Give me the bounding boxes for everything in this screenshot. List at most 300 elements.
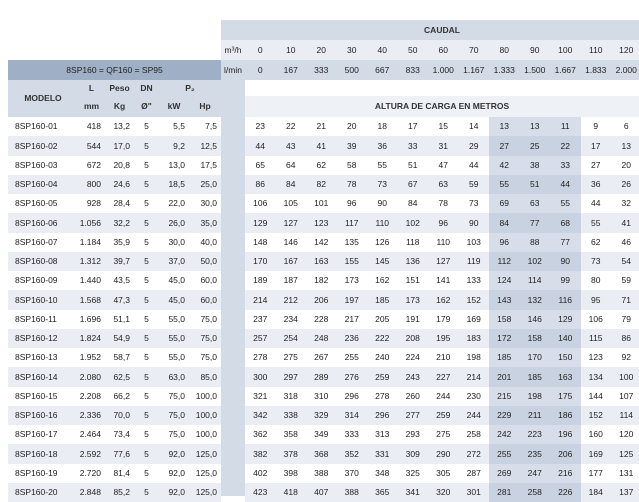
unit-lmin-label: l/min [224, 64, 242, 75]
head-value: 63 [438, 179, 448, 190]
length-value: 2.464 [79, 429, 101, 440]
model-name: 8SP160-03 [15, 159, 58, 170]
head-value: 127 [436, 256, 451, 267]
head-value: 269 [497, 467, 512, 478]
kw-value: 45,0 [168, 294, 185, 305]
length-value: 2.720 [79, 467, 101, 478]
head-value: 289 [314, 371, 329, 382]
length-value: 2.336 [79, 410, 101, 421]
head-value: 198 [466, 352, 481, 363]
head-value: 69 [499, 198, 509, 209]
head-value: 182 [314, 275, 329, 286]
head-value: 259 [375, 371, 390, 382]
head-value: 275 [436, 429, 451, 440]
head-value: 71 [621, 294, 631, 305]
flow-m3h-value: 60 [438, 44, 448, 55]
head-value: 248 [314, 333, 329, 344]
head-value: 84 [499, 217, 509, 228]
flow-m3h-value: 20 [316, 44, 326, 55]
head-value: 125 [619, 448, 634, 459]
head-value: 88 [530, 236, 540, 247]
head-value: 342 [253, 410, 268, 421]
head-value: 107 [619, 390, 634, 401]
head-value: 63 [530, 198, 540, 209]
hp-value: 85,0 [200, 371, 217, 382]
model-header: MODELO [24, 93, 62, 104]
hp-value: 60,0 [200, 294, 217, 305]
head-value: 170 [527, 352, 542, 363]
head-value: 106 [253, 198, 268, 209]
kw-value: 55,0 [168, 333, 185, 344]
head-value: 297 [283, 371, 298, 382]
hp-value: 125,0 [195, 487, 217, 498]
head-value: 146 [527, 313, 542, 324]
flow-m3h-value: 30 [347, 44, 357, 55]
head-value: 86 [255, 179, 265, 190]
head-value: 59 [621, 275, 631, 286]
head-value: 90 [377, 198, 387, 209]
head-value: 214 [253, 294, 268, 305]
length-value: 2.592 [79, 448, 101, 459]
hp-value: 75,0 [200, 333, 217, 344]
head-value: 114 [619, 410, 634, 421]
model-name: 8SP160-02 [15, 140, 58, 151]
hp-value: 100,0 [195, 410, 217, 421]
head-value: 90 [469, 217, 479, 228]
head-value: 54 [621, 256, 631, 267]
head-value: 183 [466, 333, 481, 344]
altura-title: ALTURA DE CARGA EN METROS [374, 101, 510, 112]
head-value: 184 [588, 487, 603, 498]
head-value: 155 [344, 256, 359, 267]
head-value: 175 [558, 390, 573, 401]
head-value: 185 [375, 294, 390, 305]
kw-value: 63,0 [168, 371, 185, 382]
flow-lmin-value: 2.000 [615, 64, 637, 75]
head-value: 186 [558, 410, 573, 421]
length-value: 1.440 [79, 275, 101, 286]
head-value: 162 [436, 294, 451, 305]
head-value: 167 [283, 256, 298, 267]
head-value: 187 [283, 275, 298, 286]
head-value: 398 [283, 467, 298, 478]
head-value: 15 [438, 121, 448, 132]
head-value: 276 [344, 371, 359, 382]
head-value: 58 [347, 159, 357, 170]
head-value: 23 [255, 121, 265, 132]
dn-value: 5 [144, 390, 149, 401]
weight-value: 35,9 [113, 236, 130, 247]
hp-value: 75,0 [200, 352, 217, 363]
unit-m3h-label: m³/h [224, 44, 242, 55]
head-value: 362 [253, 429, 268, 440]
head-value: 68 [560, 217, 570, 228]
head-value: 275 [283, 352, 298, 363]
weight-value: 13,2 [113, 121, 130, 132]
dn-value: 5 [144, 487, 149, 498]
head-value: 26 [621, 179, 631, 190]
dn-value: 5 [144, 313, 149, 324]
dn-value: 5 [144, 294, 149, 305]
head-value: 42 [499, 159, 509, 170]
dn-value: 5 [144, 410, 149, 421]
dn-value: 5 [144, 236, 149, 247]
flow-lmin-value: 1.500 [524, 64, 546, 75]
length-value: 418 [86, 121, 101, 132]
head-value: 152 [466, 294, 481, 305]
kw-value: 92,0 [168, 487, 185, 498]
head-value: 358 [283, 429, 298, 440]
head-value: 144 [588, 390, 603, 401]
head-value: 92 [621, 352, 631, 363]
dn-value: 5 [144, 179, 149, 190]
head-value: 33 [408, 140, 418, 151]
head-value: 423 [253, 487, 268, 498]
head-value: 258 [466, 429, 481, 440]
head-value: 333 [344, 429, 359, 440]
kw-value: 92,0 [168, 467, 185, 478]
head-value: 41 [316, 140, 326, 151]
head-value: 137 [619, 487, 634, 498]
head-value: 118 [405, 236, 420, 247]
model-name: 8SP160-19 [15, 467, 58, 478]
head-value: 407 [314, 487, 329, 498]
head-value: 281 [497, 487, 512, 498]
head-value: 11 [560, 121, 570, 132]
head-value: 388 [314, 467, 329, 478]
flow-lmin-value: 833 [405, 64, 420, 75]
head-value: 234 [283, 313, 298, 324]
head-value: 65 [255, 159, 265, 170]
flow-m3h-value: 100 [558, 44, 573, 55]
head-value: 36 [591, 179, 601, 190]
flow-m3h-value: 120 [619, 44, 634, 55]
length-value: 2.848 [79, 487, 101, 498]
head-value: 43 [286, 140, 296, 151]
head-value: 158 [527, 333, 542, 344]
dn-value: 5 [144, 121, 149, 132]
head-value: 341 [405, 487, 420, 498]
weight-value: 20,8 [113, 159, 130, 170]
head-value: 163 [558, 371, 573, 382]
flow-m3h-value: 80 [499, 44, 509, 55]
head-value: 14 [469, 121, 479, 132]
model-name: 8SP160-18 [15, 448, 58, 459]
model-name: 8SP160-06 [15, 217, 58, 228]
head-value: 33 [560, 159, 570, 170]
head-value: 55 [560, 198, 570, 209]
head-value: 135 [344, 236, 359, 247]
head-value: 20 [347, 121, 357, 132]
head-value: 103 [466, 236, 481, 247]
hp-value: 50,0 [200, 256, 217, 267]
head-value: 338 [283, 410, 298, 421]
head-value: 123 [314, 217, 329, 228]
head-value: 197 [344, 294, 359, 305]
head-value: 222 [375, 333, 390, 344]
head-value: 101 [314, 198, 329, 209]
kw-value: 18,5 [168, 179, 185, 190]
head-value: 73 [469, 198, 479, 209]
length-value: 544 [86, 140, 101, 151]
head-value: 226 [558, 487, 573, 498]
dn-value: 5 [144, 371, 149, 382]
head-value: 29 [469, 140, 479, 151]
head-value: 36 [377, 140, 387, 151]
spec-unit-dn: Ø" [141, 100, 152, 111]
head-value: 106 [588, 313, 603, 324]
head-value: 260 [405, 390, 420, 401]
hp-value: 60,0 [200, 275, 217, 286]
head-value: 214 [466, 371, 481, 382]
weight-value: 70,0 [113, 410, 130, 421]
equivalence-label: 8SP160 = QF160 = SP95 [66, 64, 163, 75]
head-value: 17 [591, 140, 601, 151]
flow-lmin-value: 1.667 [554, 64, 576, 75]
head-value: 13 [499, 121, 509, 132]
head-value: 39 [347, 140, 357, 151]
head-value: 185 [497, 352, 512, 363]
flow-lmin-value: 333 [314, 64, 329, 75]
head-value: 277 [405, 410, 420, 421]
length-value: 1.696 [79, 313, 101, 324]
head-value: 117 [344, 217, 359, 228]
weight-value: 47,3 [113, 294, 130, 305]
head-value: 129 [253, 217, 268, 228]
head-value: 17 [408, 121, 418, 132]
weight-value: 24,6 [113, 179, 130, 190]
head-value: 120 [619, 429, 634, 440]
caudal-title: CAUDAL [424, 24, 460, 35]
head-value: 131 [619, 467, 634, 478]
head-value: 9 [593, 121, 599, 132]
flow-m3h-value: 110 [588, 44, 603, 55]
head-value: 134 [588, 371, 603, 382]
head-value: 22 [560, 140, 570, 151]
head-value: 201 [497, 371, 512, 382]
head-value: 388 [344, 487, 359, 498]
head-value: 329 [314, 410, 329, 421]
head-value: 41 [621, 217, 631, 228]
head-value: 331 [375, 448, 390, 459]
model-name: 8SP160-20 [15, 487, 58, 498]
head-value: 46 [621, 236, 631, 247]
head-value: 126 [375, 236, 390, 247]
head-value: 230 [466, 390, 481, 401]
spec-unit-kg: Kg [113, 100, 126, 111]
head-value: 293 [405, 429, 420, 440]
model-name: 8SP160-12 [15, 333, 58, 344]
head-value: 78 [347, 179, 357, 190]
dn-value: 5 [144, 352, 149, 363]
length-value: 2.080 [79, 371, 101, 382]
head-value: 73 [377, 179, 387, 190]
head-value: 77 [560, 236, 570, 247]
head-value: 169 [466, 313, 481, 324]
hp-value: 7,5 [205, 121, 217, 132]
head-value: 309 [405, 448, 420, 459]
head-value: 195 [436, 333, 451, 344]
head-value: 272 [466, 448, 481, 459]
head-value: 258 [527, 487, 542, 498]
hp-value: 12,5 [200, 140, 217, 151]
head-value: 116 [558, 294, 573, 305]
head-value: 162 [375, 275, 390, 286]
weight-value: 77,6 [113, 448, 130, 459]
model-name: 8SP160-07 [15, 236, 58, 247]
weight-value: 54,9 [113, 333, 130, 344]
head-value: 179 [436, 313, 451, 324]
head-value: 196 [558, 429, 573, 440]
spec-unit-hp: Hp [199, 100, 211, 111]
kw-value: 92,0 [168, 448, 185, 459]
head-value: 110 [436, 236, 451, 247]
head-value: 212 [283, 294, 298, 305]
head-value: 170 [253, 256, 268, 267]
head-value: 177 [588, 467, 603, 478]
head-value: 133 [466, 275, 481, 286]
head-value: 102 [405, 217, 420, 228]
kw-value: 75,0 [168, 429, 185, 440]
head-value: 310 [314, 390, 329, 401]
head-value: 244 [436, 390, 451, 401]
head-value: 73 [591, 256, 601, 267]
head-value: 79 [621, 313, 631, 324]
head-value: 173 [344, 275, 359, 286]
head-value: 44 [591, 198, 601, 209]
kw-value: 22,0 [168, 198, 185, 209]
flow-lmin-value: 0 [257, 64, 263, 75]
hp-value: 35,0 [200, 217, 217, 228]
head-value: 13 [530, 121, 540, 132]
head-value: 320 [436, 487, 451, 498]
separator-strip [221, 80, 245, 496]
dn-value: 5 [144, 448, 149, 459]
spec-label-l: L [88, 83, 95, 94]
head-value: 150 [558, 352, 573, 363]
flow-m3h-value: 0 [257, 44, 263, 55]
head-value: 223 [527, 429, 542, 440]
kw-value: 55,0 [168, 313, 185, 324]
head-value: 55 [377, 159, 387, 170]
head-value: 243 [405, 371, 420, 382]
head-value: 105 [283, 198, 298, 209]
hp-value: 100,0 [195, 390, 217, 401]
spec-unit-kw: kW [167, 100, 181, 111]
head-value: 402 [253, 467, 268, 478]
head-value: 140 [558, 333, 573, 344]
head-value: 210 [436, 352, 451, 363]
head-value: 163 [314, 256, 329, 267]
head-value: 236 [344, 333, 359, 344]
kw-value: 37,0 [168, 256, 185, 267]
length-value: 1.824 [79, 333, 101, 344]
head-value: 229 [497, 410, 512, 421]
head-value: 136 [405, 256, 420, 267]
head-value: 305 [436, 467, 451, 478]
model-name: 8SP160-15 [15, 390, 58, 401]
weight-value: 58,7 [113, 352, 130, 363]
head-value: 278 [375, 390, 390, 401]
head-value: 215 [497, 390, 512, 401]
head-value: 143 [497, 294, 512, 305]
head-value: 206 [558, 448, 573, 459]
flow-m3h-value: 10 [286, 44, 296, 55]
length-value: 1.568 [79, 294, 101, 305]
model-name: 8SP160-09 [15, 275, 58, 286]
head-value: 86 [621, 333, 631, 344]
head-value: 100 [619, 371, 634, 382]
head-value: 44 [255, 140, 265, 151]
dn-value: 5 [144, 256, 149, 267]
model-name: 8SP160-11 [15, 313, 57, 324]
head-value: 6 [623, 121, 629, 132]
dn-value: 5 [144, 429, 149, 440]
head-value: 78 [438, 198, 448, 209]
head-value: 67 [408, 179, 418, 190]
model-name: 8SP160-05 [15, 198, 58, 209]
weight-value: 81,4 [113, 467, 130, 478]
head-value: 90 [560, 256, 570, 267]
head-value: 51 [408, 159, 418, 170]
head-value: 62 [316, 159, 326, 170]
kw-value: 9,2 [173, 140, 185, 151]
head-value: 22 [286, 121, 296, 132]
head-value: 349 [314, 429, 329, 440]
head-value: 124 [497, 275, 512, 286]
head-value: 18 [377, 121, 387, 132]
head-value: 84 [408, 198, 418, 209]
head-value: 206 [314, 294, 329, 305]
head-value: 44 [469, 159, 479, 170]
head-value: 102 [527, 256, 542, 267]
head-value: 96 [438, 217, 448, 228]
weight-value: 39,7 [113, 256, 130, 267]
head-value: 32 [621, 198, 631, 209]
hp-value: 125,0 [195, 467, 217, 478]
head-value: 290 [436, 448, 451, 459]
length-value: 2.208 [79, 390, 101, 401]
head-value: 51 [530, 179, 540, 190]
kw-value: 26,0 [168, 217, 185, 228]
head-value: 96 [499, 236, 509, 247]
head-value: 151 [405, 275, 420, 286]
flow-lmin-value: 167 [283, 64, 298, 75]
head-value: 244 [466, 410, 481, 421]
kw-value: 75,0 [168, 410, 185, 421]
head-value: 27 [499, 140, 509, 151]
head-value: 169 [588, 448, 603, 459]
head-value: 235 [527, 448, 542, 459]
head-value: 365 [375, 487, 390, 498]
spec-label-dn: DN [140, 83, 153, 94]
head-value: 227 [436, 371, 451, 382]
head-value: 80 [591, 275, 601, 286]
length-value: 1.056 [79, 217, 101, 228]
head-value: 301 [466, 487, 481, 498]
flow-lmin-value: 1.833 [585, 64, 607, 75]
head-value: 418 [283, 487, 298, 498]
head-value: 129 [558, 313, 573, 324]
head-value: 25 [530, 140, 540, 151]
weight-value: 28,4 [113, 198, 130, 209]
head-value: 55 [591, 217, 601, 228]
head-value: 198 [527, 390, 542, 401]
flow-m3h-value: 40 [377, 44, 387, 55]
kw-value: 30,0 [168, 236, 185, 247]
spec-label-p2: P₂ [185, 83, 195, 94]
head-value: 114 [527, 275, 542, 286]
